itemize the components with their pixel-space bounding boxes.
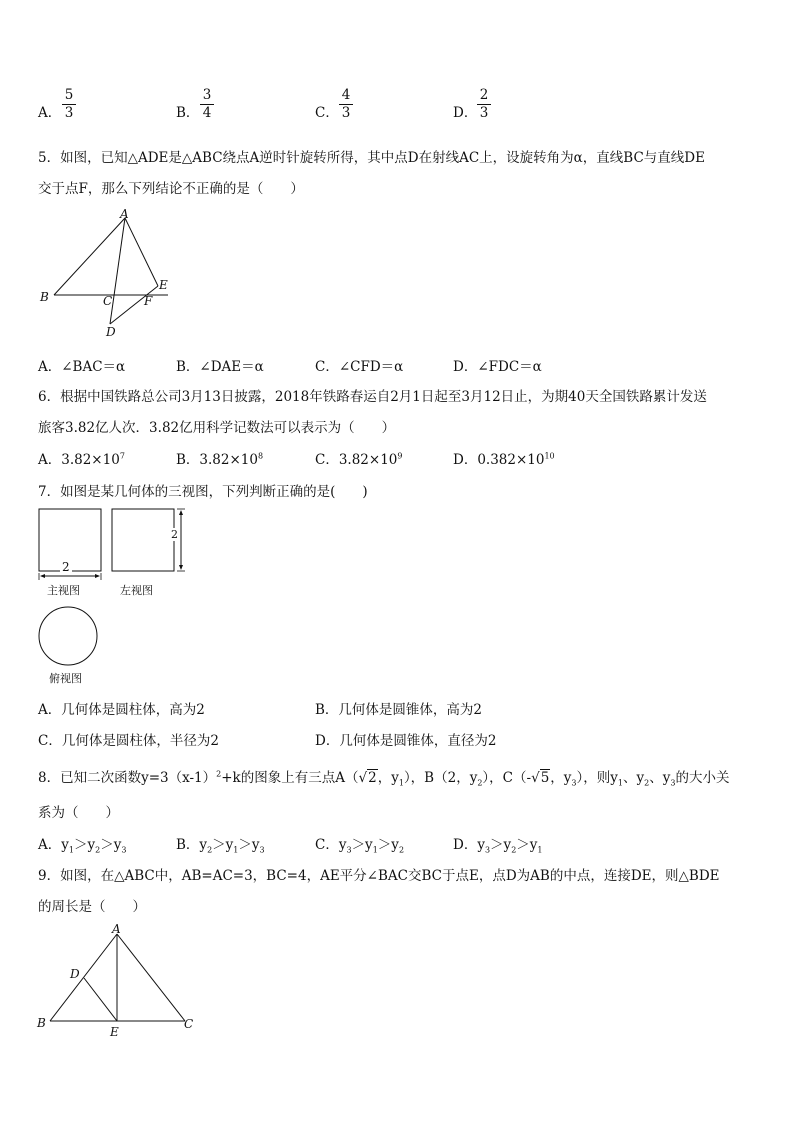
q8-stem-line1: 8．已知二次函数$y=3(x-1)^2+k$的图象上有三点A（√2，$y_1$），B（2，$y_2$），C（-√5，$y_3$），则$y_1$、$y_2$、$y_3$的大小关 — [38, 769, 730, 788]
subscript: 3 — [346, 845, 352, 855]
q8-stem-line2: 系为（ ） — [38, 805, 119, 821]
radicand: 2 — [368, 770, 377, 786]
label-c: C — [184, 1017, 194, 1031]
front-view-caption: 主视图 — [47, 584, 80, 597]
q5-option-a: A．∠BAC＝α — [38, 359, 126, 375]
q6-stem-line2: 旅客3.82亿人次．3.82亿用科学记数法可以表示为（ ） — [38, 420, 396, 436]
side-view-caption: 左视图 — [120, 584, 153, 597]
q8-option-d — [453, 833, 543, 855]
numerator: 4 — [341, 87, 351, 103]
text-part: ），B（2，y — [403, 770, 478, 786]
top-view-caption: 俯视图 — [49, 672, 82, 685]
text-part: ＞y — [212, 837, 234, 853]
radicand: 5 — [540, 770, 550, 786]
q9-figure — [34, 920, 204, 1042]
q4-option-b-label: B． — [176, 105, 200, 121]
q8-option-a — [38, 833, 126, 855]
subscript: 1 — [68, 845, 74, 855]
text-part: 、y — [623, 770, 645, 786]
label-f: F — [144, 294, 153, 308]
text-part: ＞y — [100, 837, 122, 853]
q4-option-c-fraction — [339, 88, 353, 121]
q6-option-b — [176, 448, 263, 468]
text-part: 、y — [649, 770, 671, 786]
exponent: 10 — [544, 451, 555, 461]
text-part: ，y — [377, 770, 399, 786]
subscript: 1 — [233, 845, 239, 855]
option-base: C．3.82×10 — [315, 452, 398, 468]
q8-option-c — [315, 833, 404, 855]
q4-option-a-fraction — [62, 88, 76, 121]
label-a: A — [120, 207, 129, 221]
q5-option-b: B．∠DAE＝α — [176, 359, 264, 375]
q4-option-c-label: C． — [315, 105, 339, 121]
label-c: C — [103, 294, 113, 308]
q7-option-c: C．几何体是圆柱体，半径为2 — [38, 733, 219, 749]
q6-option-c — [315, 448, 402, 468]
text-part: ，y — [550, 770, 572, 786]
exponent: 8 — [257, 451, 264, 461]
numerator: 3 — [202, 87, 212, 103]
q5-figure — [36, 206, 186, 342]
subscript: 1 — [372, 845, 378, 855]
denominator: 3 — [64, 105, 74, 121]
label-d: D — [106, 325, 116, 339]
side-height-dimension: 2 — [171, 528, 178, 541]
q7-option-d: D．几何体是圆锥体，直径为2 — [315, 733, 497, 749]
q4-option-a-label: A． — [38, 105, 62, 121]
text-part: B．y — [176, 837, 208, 853]
subscript: 1 — [537, 845, 543, 855]
q6-option-d — [453, 448, 555, 468]
q4-option-d-fraction — [477, 88, 491, 121]
q9-stem-line1: 9．如图，在△ABC中，AB=AC=3，BC=4，AE平分∠BAC交BC于点E，点D为AB的中点，连接DE，则△BDE — [38, 868, 720, 884]
q7-top-view-figure — [36, 606, 102, 668]
text-part: C．y — [315, 837, 347, 853]
option-base: D．0.382×10 — [453, 452, 545, 468]
q9-stem-line2: 的周长是（ ） — [38, 899, 146, 915]
label-e: E — [110, 1025, 119, 1039]
label-a: A — [112, 922, 121, 936]
denominator: 3 — [479, 105, 489, 121]
text-part: A．y — [38, 837, 69, 853]
denominator: 4 — [202, 105, 212, 121]
text-part: ），C（- — [482, 770, 532, 786]
q5-stem-line1: 5．如图，已知△ADE是△ABC绕点A逆时针旋转所得，其中点D在射线AC上，设旋转角为α，直线BC与直线DE — [38, 150, 705, 166]
subscript: 2 — [511, 845, 517, 855]
exponent: 2 — [216, 769, 222, 779]
q6-stem-line1: 6．根据中国铁路总公司3月13日披露，2018年铁路春运自2月1日起至3月12日止，为期40天全国铁路累计发送 — [38, 389, 707, 405]
subscript: 3 — [484, 845, 491, 855]
q8-option-b — [176, 833, 265, 855]
text-part: +k的图象上有三点A（ — [221, 770, 359, 786]
subscript: 2 — [95, 845, 101, 855]
text-part: ＞y — [238, 837, 260, 853]
subscript: 3 — [259, 845, 265, 855]
text-part: ＞y — [490, 837, 512, 853]
subscript: 3 — [121, 845, 127, 855]
front-width-dimension: 2 — [62, 560, 70, 574]
q5-option-d: D．∠FDC＝α — [453, 359, 542, 375]
label-d: D — [70, 967, 80, 981]
label-e: E — [159, 278, 168, 292]
q6-option-a — [38, 448, 125, 468]
text-part: ＞y — [73, 837, 96, 853]
q4-option-d-label: D． — [453, 105, 478, 121]
text-part: 的大小关 — [675, 770, 730, 786]
text-part: ＞y — [377, 837, 399, 853]
text-part: ＞y — [351, 837, 373, 853]
exponent: 7 — [119, 451, 125, 461]
q4-option-b-fraction — [200, 88, 214, 121]
numerator: 5 — [64, 87, 74, 103]
option-base: A．3.82×10 — [38, 452, 120, 468]
denominator: 3 — [341, 105, 351, 121]
q5-option-c: C．∠CFD＝α — [315, 359, 404, 375]
label-b: B — [40, 290, 49, 304]
exponent: 9 — [397, 451, 403, 461]
text-part: 8．已知二次函数y=3（x-1） — [38, 770, 217, 786]
q7-stem: 7．如图是某几何体的三视图，下列判断正确的是( ) — [38, 484, 368, 500]
numerator: 2 — [479, 87, 489, 103]
q7-option-a: A．几何体是圆柱体，高为2 — [38, 702, 205, 718]
option-base: B．3.82×10 — [176, 452, 258, 468]
text-part: ），则y — [576, 770, 618, 786]
q5-stem-line2: 交于点F，那么下列结论不正确的是（ ） — [38, 181, 304, 197]
subscript: 2 — [207, 845, 213, 855]
label-b: B — [37, 1016, 46, 1030]
q7-option-b: B．几何体是圆锥体，高为2 — [315, 702, 483, 718]
text-part: ＞y — [516, 837, 538, 853]
subscript: 2 — [398, 845, 405, 855]
text-part: D．y — [453, 837, 485, 853]
